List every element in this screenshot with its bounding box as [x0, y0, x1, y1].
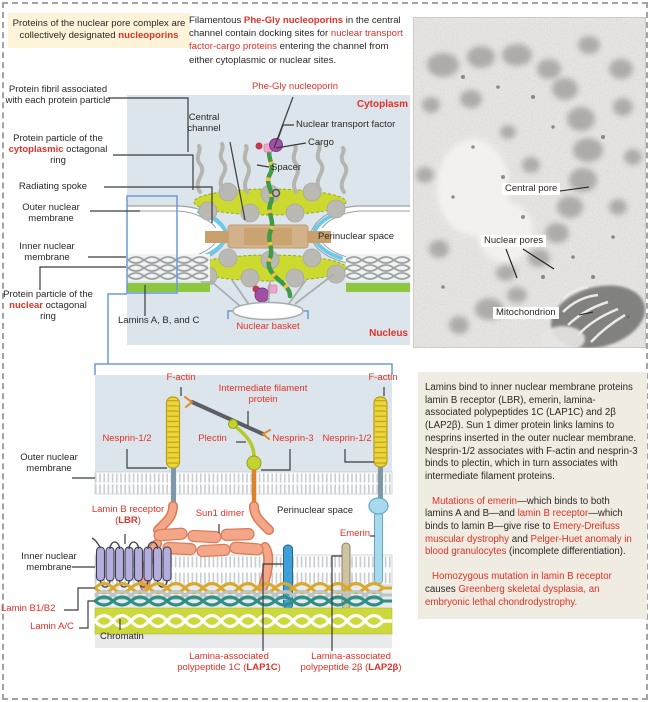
label-f-actin-left: F-actin — [166, 372, 196, 383]
label-central-channel: Central channel — [187, 112, 221, 135]
label-cytoplasmic-particle: Protein particle of the cytoplasmic octagonal ring — [8, 133, 108, 167]
label-f-actin-right: F-actin — [368, 372, 398, 383]
label-lamin-b-receptor: Lamin B receptor (LBR) — [91, 504, 165, 527]
label-outer-membrane-bottom: Outer nuclear membrane — [20, 452, 78, 475]
label-nesprin12-right: Nesprin-1/2 — [322, 433, 372, 444]
label-emerin: Emerin — [339, 528, 370, 539]
label-nuclear-transport-factor: Nuclear transport factor — [296, 119, 396, 130]
label-nesprin12-left: Nesprin-1/2 — [102, 433, 152, 444]
nuclear-lamina-right — [346, 283, 410, 292]
label-perinuclear-space-bottom: Perinuclear space — [277, 505, 354, 516]
label-sun1-dimer: Sun1 dimer — [195, 508, 245, 519]
lamin-paragraph-2: Mutations of emerin—which binds to both lamins A and B—and lamin B receptor—which binds to lamin B—give rise to Emery-Dreifuss muscular dystrophy and Pelger-Huet anomaly in blood granulocytes (incomplete differentiation). — [425, 495, 632, 558]
lamin-explanation-box — [418, 372, 647, 619]
label-nuclear-basket: Nuclear basket — [236, 321, 300, 332]
label-nuclear-particle: Protein particle of the nuclear octagonal ring — [3, 289, 93, 323]
label-perinuclear-space-top: Perinuclear space — [318, 231, 395, 242]
nuclear-transport-factor-top — [270, 139, 283, 152]
f-actin-right-graphic — [374, 397, 387, 467]
f-actin-left-graphic — [167, 397, 180, 468]
label-inner-membrane-bottom: Inner nuclear membrane — [21, 551, 77, 574]
label-phe-gly-nucleoporin: Phe-Gly nucleoporin — [251, 81, 339, 92]
nuclear-lamina-left — [127, 283, 210, 292]
label-lap1c: Lamina-associated polypeptide 1C (LAP1C) — [177, 651, 281, 674]
label-inner-membrane-top: Inner nuclear membrane — [19, 241, 75, 264]
lamin-paragraph-3: Homozygous mutation in lamin B receptor causes Greenberg skeletal dysplasia, an embryonic lethal chondrodystrophy. — [425, 571, 612, 608]
label-nuclear-pores: Nuclear pores — [481, 235, 546, 247]
label-radiating-spoke: Radiating spoke — [18, 181, 88, 192]
zoom-connector-line — [108, 294, 127, 360]
radiating-spoke-left — [205, 231, 229, 243]
label-spacer: Spacer — [271, 162, 302, 173]
label-intermediate-filament: Intermediate filament protein — [218, 383, 308, 406]
label-cargo: Cargo — [308, 137, 334, 148]
zoom-bracket — [95, 360, 392, 375]
outer-nuclear-membrane-band — [95, 472, 392, 494]
label-mitochondrion: Mitochondrion — [493, 307, 559, 319]
label-central-pore: Central pore — [502, 183, 560, 195]
label-lamin-b12: Lamin B1/B2 — [1, 603, 56, 614]
label-lap2b: Lamina-associated polypeptide 2β (LAP2β) — [300, 651, 402, 674]
label-plectin: Plectin — [198, 433, 227, 444]
lamin-paragraph-1: Lamins bind to inner nuclear membrane proteins lamin B receptor (LBR), emerin, lamina-associated polypeptides 1C (LAP1C) and 2β (LAP2β). Sun 1 dimer protein links lamins to nesprins inserted in the outer nuclear membrane. Nesprin-1/2 associates with F-actin and nesprin-3 binds to plectin, which in turn associates with intermediate filament proteins. — [425, 382, 638, 482]
label-lamin-ac: Lamin A/C — [30, 621, 74, 632]
label-protein-fibril: Protein fibril associated with each protein particle — [5, 84, 111, 107]
label-outer-membrane-top: Outer nuclear membrane — [22, 202, 80, 225]
label-nesprin3: Nesprin-3 — [272, 433, 314, 444]
label-lamins-abc: Lamins A, B, and C — [118, 315, 200, 326]
label-cytoplasm: Cytoplasm — [356, 99, 408, 110]
label-chromatin: Chromatin — [100, 631, 144, 642]
nucleoporin-definition-box: Proteins of the nuclear pore complex are collectively designated nucleoporins — [8, 13, 190, 48]
label-nucleus: Nucleus — [369, 328, 408, 339]
phe-gly-note: Filamentous Phe-Gly nucleoporins in the central channel contain docking sites for nuclear transport factor-cargo proteins entering the channel from either cytoplasmic or nuclear sites. — [189, 15, 403, 66]
